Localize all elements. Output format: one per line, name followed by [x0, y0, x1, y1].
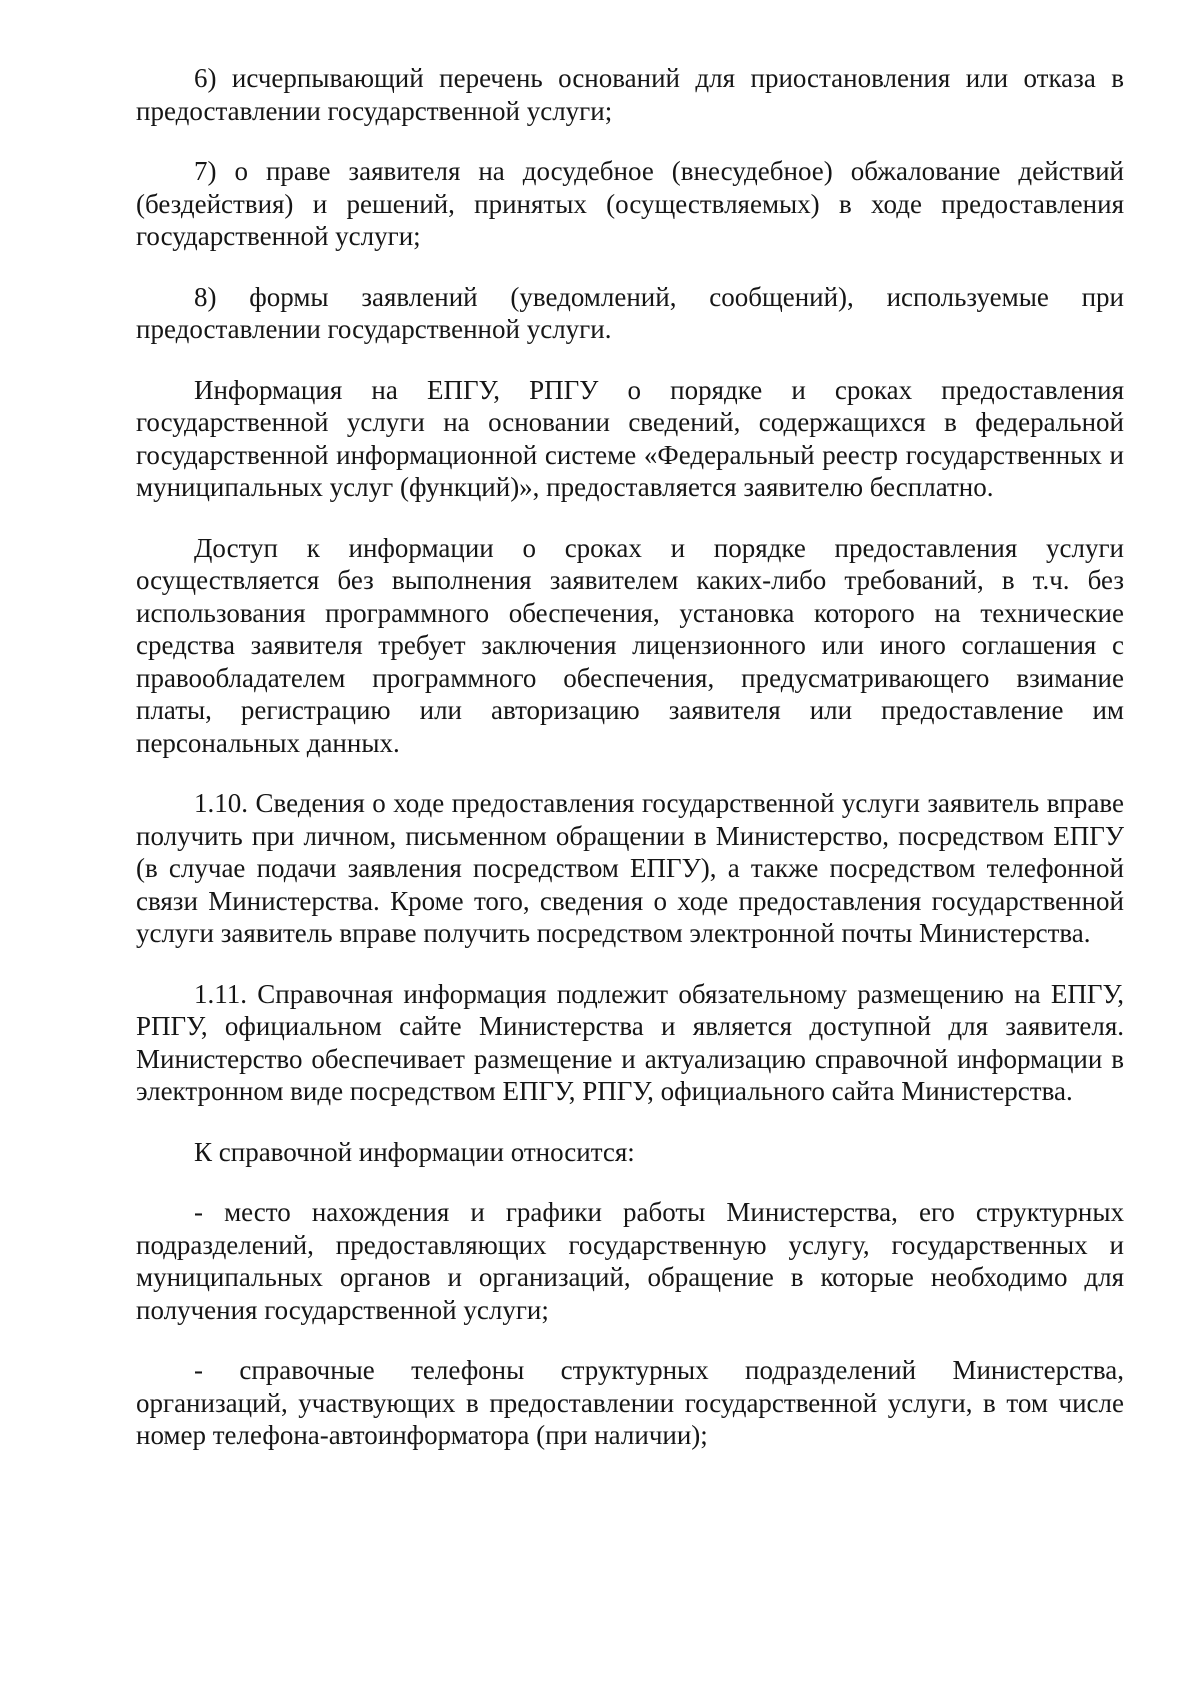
paragraph-item-8: 8) формы заявлений (уведомлений, сообщений), используемые при предоставлении государственной услуги.: [136, 281, 1124, 344]
paragraph-access: Доступ к информации о сроках и порядке предоставления услуги осуществляется без выполнения заявителем каких-либо требований, в т.ч. без использования программного обеспечения, установка которого на технические средства заявителя требует заключения лицензионного или иного соглашения с правообладателем программного обеспечения, предусматривающего взимание платы, регистрацию или авторизацию заявителя или предоставление им персональных данных.: [136, 532, 1124, 758]
paragraph-reference-intro: К справочной информации относится:: [194, 1136, 635, 1167]
paragraph-item-7: 7) о праве заявителя на досудебное (внесудебное) обжалование действий (бездействия) и решений, принятых (осуществляемых) в ходе предоставления государственной услуги;: [136, 156, 1124, 251]
document-body: [136, 62, 1124, 1480]
paragraph-bullet-phones: - справочные телефоны структурных подразделений Министерства, организаций, участвующих в предоставлении государственной услуги, в том числе номер телефона-автоинформатора (при наличии);: [136, 1355, 1124, 1450]
paragraph-section-1-10: 1.10. Сведения о ходе предоставления государственной услуги заявитель вправе получить при личном, письменном обращении в Министерство, посредством ЕПГУ (в случае подачи заявления посредством ЕПГУ), а также посредством телефонной связи Министерства. Кроме того, сведения о ходе предоставления государственной услуги заявитель вправе получить посредством электронной почты Министерства.: [136, 788, 1124, 948]
paragraph-section-1-11: 1.11. Справочная информация подлежит обязательному размещению на ЕПГУ, РПГУ, официальном сайте Министерства и является доступной для заявителя. Министерство обеспечивает размещение и актуализацию справочной информации в электронном виде посредством ЕПГУ, РПГУ, официального сайта Министерства.: [136, 978, 1124, 1106]
paragraph-item-6: 6) исчерпывающий перечень оснований для приостановления или отказа в предоставлении государственной услуги;: [136, 63, 1124, 126]
paragraph-epgu-info: Информация на ЕПГУ, РПГУ о порядке и сроках предоставления государственной услуги на основании сведений, содержащихся в федеральной государственной информационной системе «Федеральный реестр государственных и муниципальных услуг (функций)», предоставляется заявителю бесплатно.: [136, 374, 1124, 502]
paragraph-bullet-location: - место нахождения и графики работы Министерства, его структурных подразделений, предоставляющих государственную услугу, государственных и муниципальных органов и организаций, обращение в которые необходимо для получения государственной услуги;: [136, 1197, 1124, 1325]
